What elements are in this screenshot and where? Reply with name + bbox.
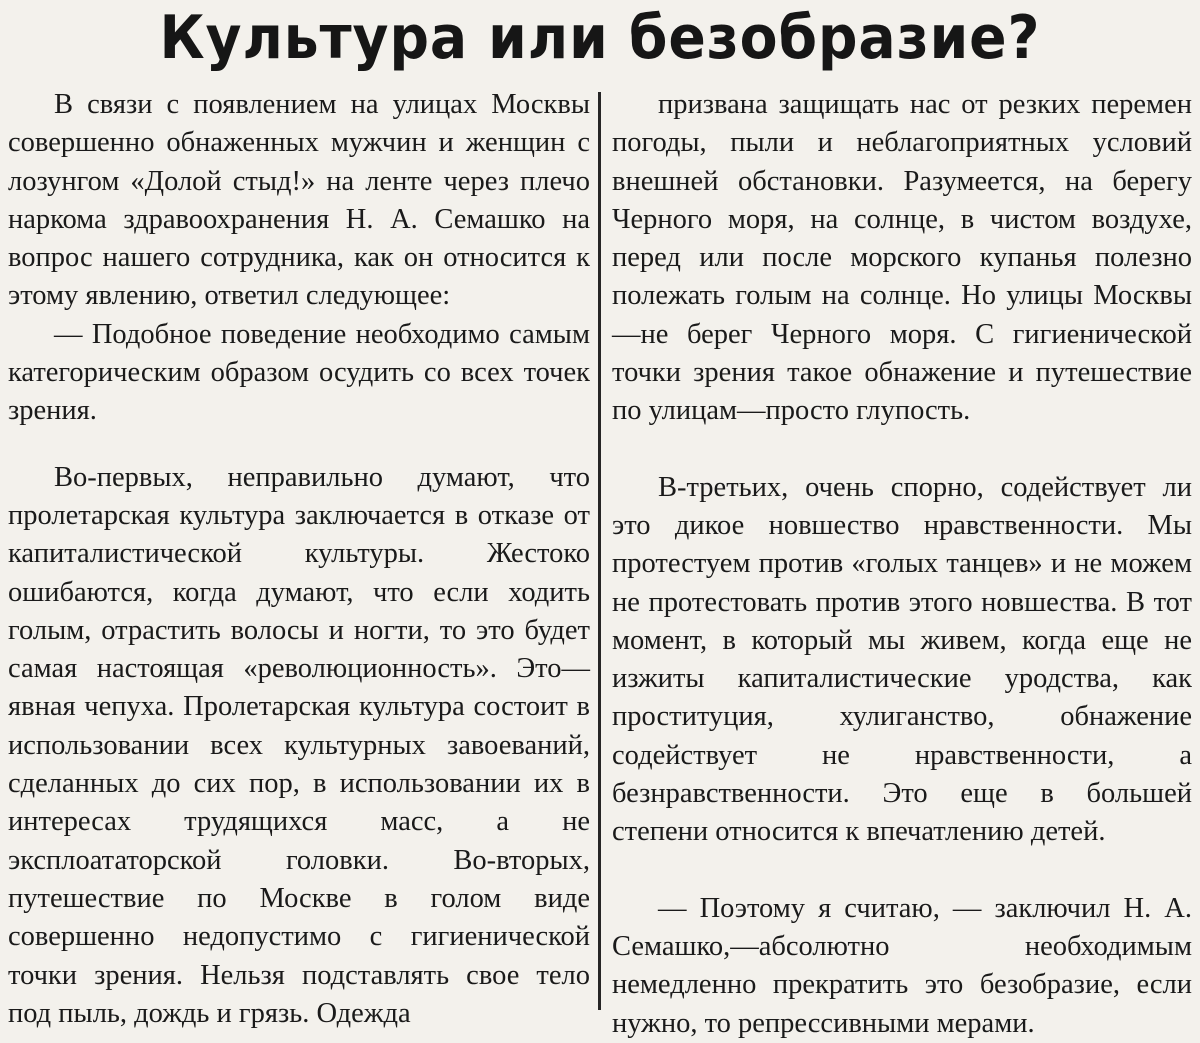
- paragraph-clothing-hygiene: призвана защищать нас от резких перемен погоды, пыли и неблагоприятных условий внешней обстановки. Разумеется, на берегу Черного моря, на солнце, в чистом воздухе, перед или после морского купанья полезно полежать голым на солнце. Но улицы Москвы—не берег Черного моря. С гигиенической точки зрения такое обнажение и путешествие по улицам—просто глупость.: [612, 89, 1192, 427]
- paragraph-conclusion: — Поэтому я считаю, — заключил Н. А. Семашко,—абсолютно необходимым немедленно прекратить это безобразие, если нужно, то репрессивными мерами.: [612, 892, 1192, 1039]
- paragraph-intro: В связи с появлением на улицах Москвы совершенно обнаженных мужчин и женщин с лозунгом «Долой стыд!» на ленте через плечо наркома здравоохранения Н. А. Семашко на вопрос нашего сотрудника, как он относится к этому явлению, ответил следующее:: [8, 89, 590, 312]
- left-column: [8, 86, 590, 1033]
- paragraph-third-point: В-третьих, очень спорно, содействует ли это дикое новшество нравственности. Мы протестуем против «голых танцев» и не можем не протестовать против этого новшества. В тот момент, в который мы живем, когда еще не изжиты капиталистические уродства, как проституция, хулиганство, обнажение содействует не нравственности, а безнравственности. Это еще в большей степени относится к впечатлению детей.: [612, 471, 1192, 848]
- column-divider: [598, 92, 601, 1010]
- paragraph-first-second-points: Во-первых, неправильно думают, что пролетарская культура заключается в отказе от капиталистической культуры. Жестоко ошибаются, когда думают, что если ходить голым, отрастить волосы и ногти, то это будет самая настоящая «революционность». Это—явная чепуха. Пролетарская культура состоит в использовании всех культурных завоеваний, сделанных до сих пор, в использовании их в интересах трудящихся масс, а не эксплоататорской головки. Во-вторых, путешествие по Москве в голом виде совершенно недопустимо с гигиенической точки зрения. Нельзя подставлять свое тело под пыль, дождь и грязь. Одежда: [8, 461, 590, 1029]
- right-column: [612, 86, 1192, 1043]
- paragraph-condemnation: — Подобное поведение необходимо самым категорическим образом осудить со всех точек зрения.: [8, 318, 590, 427]
- headline: Культура или безобразие?: [159, 3, 1041, 73]
